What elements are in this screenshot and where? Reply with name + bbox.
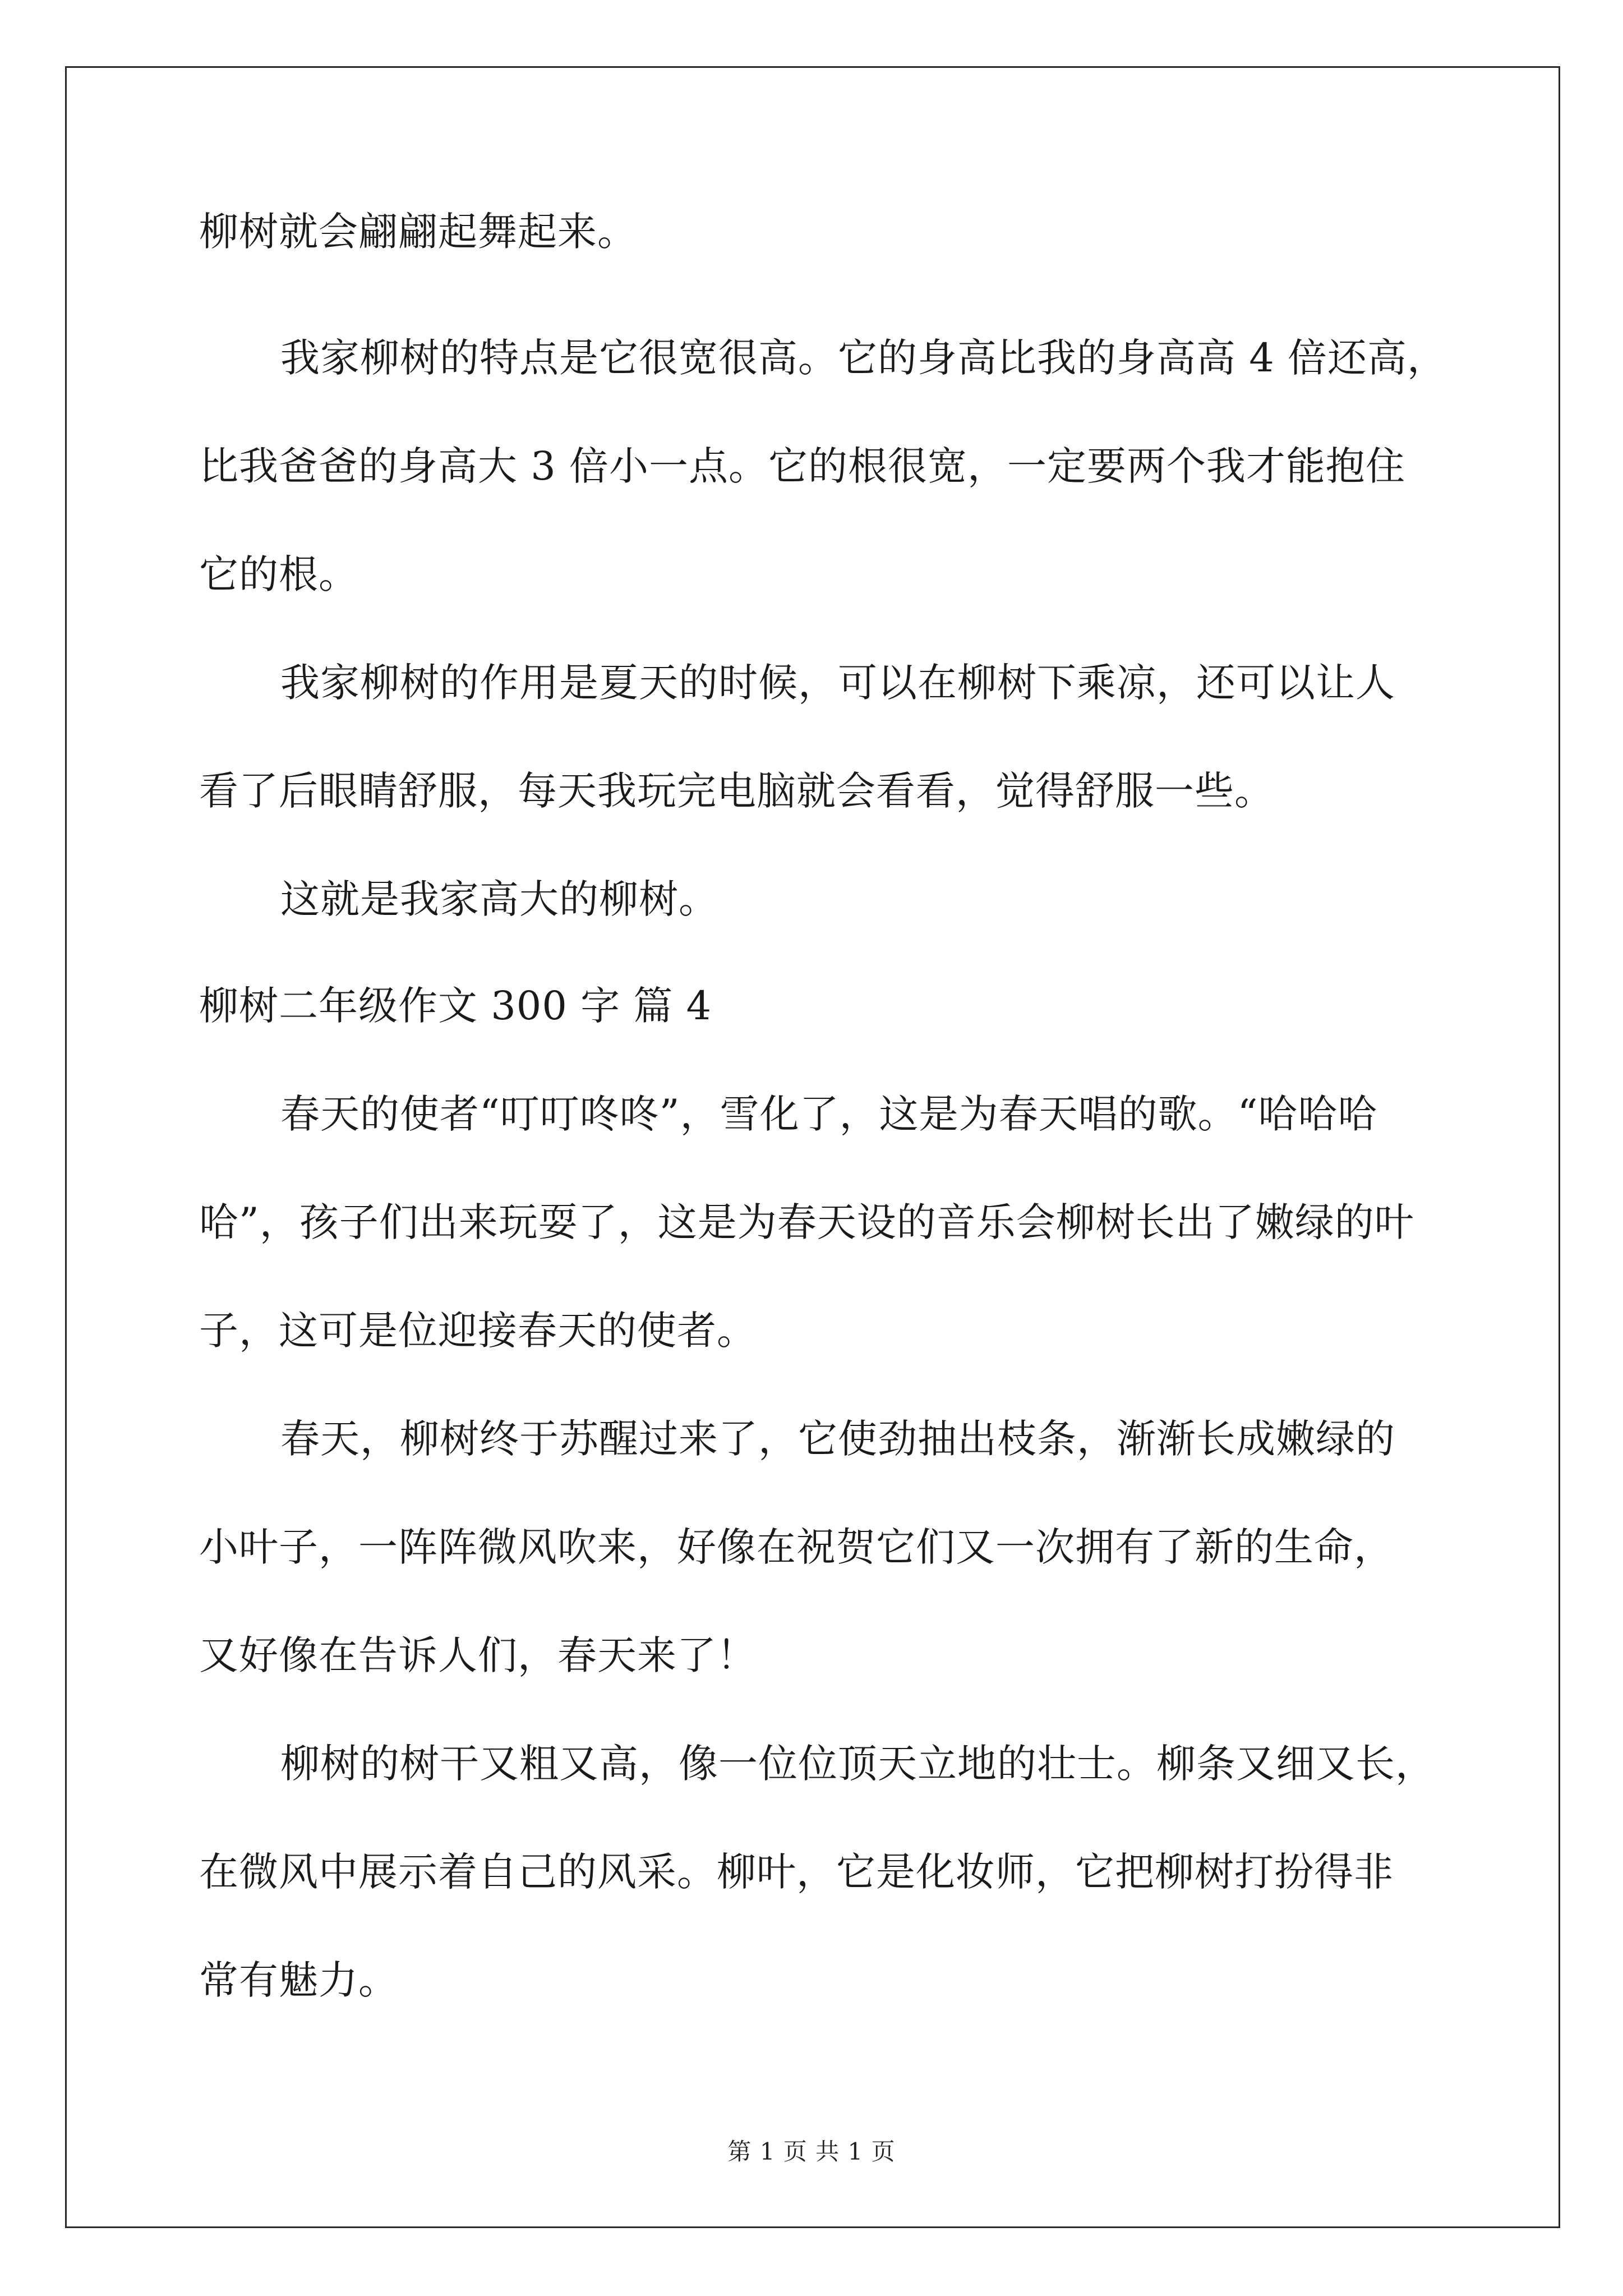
paragraph-line: 我家柳树的特点是它很宽很高。它的身高比我的身高高 4 倍还高， [280,335,1447,381]
page-frame [65,66,1560,2228]
paragraph-line: 春天的使者“叮叮咚咚”，雪化了，这是为春天唱的歌。“哈哈哈 [280,1091,1378,1137]
paragraph-line: 比我爸爸的身高大 3 倍小一点。它的根很宽，一定要两个我才能抱住 [199,443,1406,489]
text-line-continuation: 柳树就会翩翩起舞起来。 [199,209,637,255]
paragraph-line: 小叶子，一阵阵微风吹来，好像在祝贺它们又一次拥有了新的生命， [199,1524,1394,1570]
paragraph-line: 这就是我家高大的柳树。 [280,876,718,922]
section-heading: 柳树二年级作文 300 字 篇 4 [199,983,712,1029]
paragraph-line: 在微风中展示着自己的风采。柳叶，它是化妆师，它把柳树打扮得非 [199,1849,1394,1895]
paragraph-line: 它的根。 [199,551,358,597]
paragraph-line: 看了后眼睛舒服，每天我玩完电脑就会看看，觉得舒服一些。 [199,768,1274,814]
page-number-footer: 第 1 页 共 1 页 [727,2138,896,2165]
paragraph-line: 我家柳树的作用是夏天的时候，可以在柳树下乘凉，还可以让人 [280,660,1395,706]
paragraph-line: 柳树的树干又粗又高，像一位位顶天立地的壮士。柳条又细又长， [280,1741,1435,1787]
paragraph-line: 春天，柳树终于苏醒过来了，它使劲抽出枝条，渐渐长成嫩绿的 [280,1416,1395,1462]
paragraph-line: 常有魅力。 [199,1957,398,2003]
paragraph-line: 哈”，孩子们出来玩耍了，这是为春天设的音乐会柳树长出了嫩绿的叶 [199,1199,1414,1245]
paragraph-line: 又好像在告诉人们，春天来了！ [199,1632,757,1678]
paragraph-line: 子，这可是位迎接春天的使者。 [199,1308,757,1354]
